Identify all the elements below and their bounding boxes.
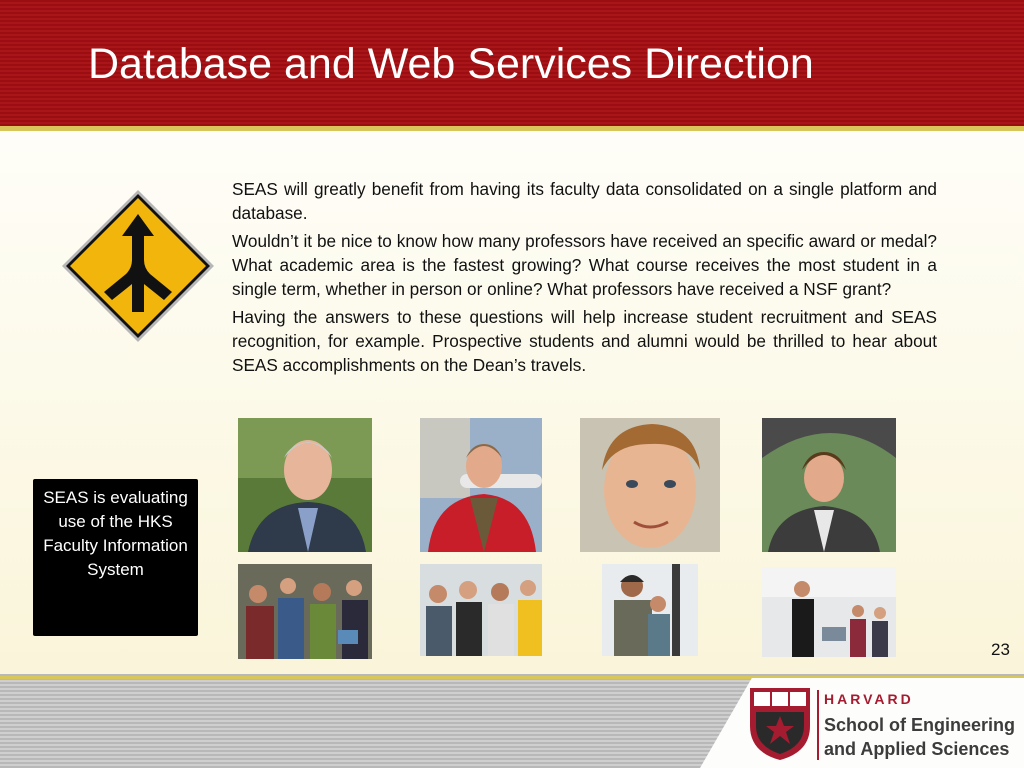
merge-road-sign-icon	[60, 188, 216, 344]
portrait-photo-4	[762, 418, 896, 552]
student-photo-4	[762, 567, 896, 657]
paragraph-1: SEAS will greatly benefit from having its faculty data consolidated on a single platform and database.	[232, 179, 937, 223]
school-name-line-1: School of Engineering	[824, 715, 1016, 735]
body-text	[232, 177, 937, 381]
portrait-photo-3	[580, 418, 720, 552]
paragraph-3: Having the answers to these questions will help increase student recruitment and SEAS recognition, for example. Prospective students and alumni would be thrilled to hear about SEAS accomplishments on the Dean’s travels.	[232, 307, 937, 375]
portrait-photo-1	[238, 418, 372, 552]
title-bar-rule	[0, 126, 1024, 131]
paragraph-2: Wouldn’t it be nice to know how many professors have received an specific award or medal? What academic area is the fastest growing? What course receives the most student in a single term, whether in person or online? What professors have received a NSF grant?	[232, 231, 937, 299]
school-name-line-2: and Applied Sciences	[824, 739, 1010, 759]
student-photo-3	[602, 564, 698, 656]
student-photo-1	[238, 564, 372, 659]
slide-title: Database and Web Services Direction	[88, 40, 814, 88]
callout-box: SEAS is evaluating use of the HKS Faculty Information System	[33, 479, 198, 636]
logo-divider	[817, 690, 819, 760]
harvard-wordmark: HARVARD	[824, 691, 914, 707]
portrait-photo-2	[420, 418, 542, 552]
school-name	[824, 713, 1015, 761]
harvard-veritas-shield-icon	[748, 686, 812, 762]
student-photo-2	[420, 564, 542, 656]
page-number: 23	[991, 640, 1010, 659]
